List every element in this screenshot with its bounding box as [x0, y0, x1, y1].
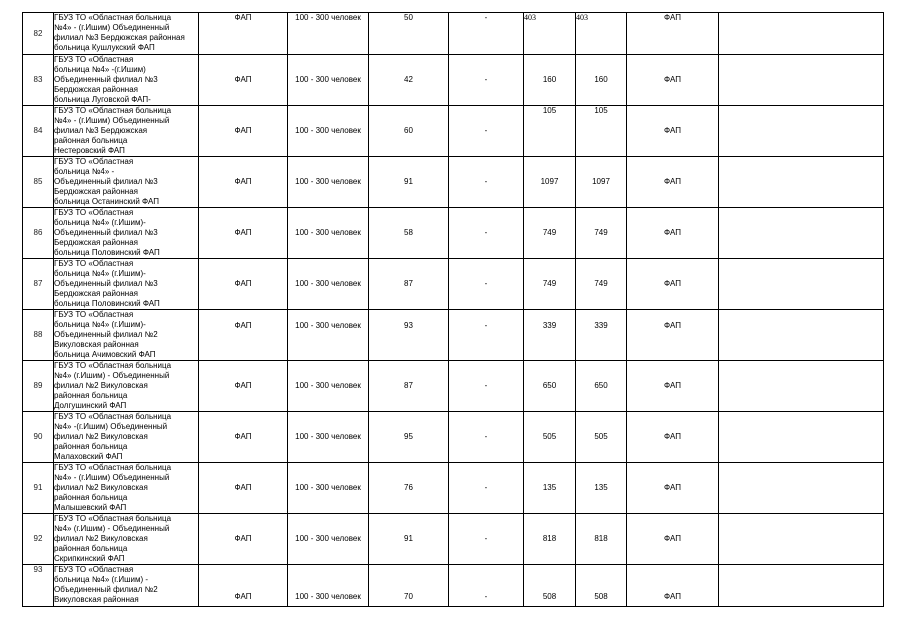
facility-name: ГБУЗ ТО «Областная больница №4» -(г.Ишим) Объединенный филиал №3 Бердюжская районная больница Луговской ФАП- [54, 55, 199, 106]
value-1: 749 [524, 259, 576, 310]
value-1: 105 [524, 106, 576, 157]
facility-name: ГБУЗ ТО «Областная больница №4» - (г.Ишим) Объединенный филиал №2 Викуловская районная больница Малышевский ФАП [54, 463, 199, 514]
facility-name: ГБУЗ ТО «Областная больница №4» (г.Ишим)- Объединенный филиал №3 Бердюжская районная больница Половинский ФАП [54, 259, 199, 310]
population-range: 100 - 300 человек [288, 412, 369, 463]
facility-type: ФАП [199, 514, 288, 565]
facility-type-2: ФАП [627, 13, 719, 55]
population-range: 100 - 300 человек [288, 55, 369, 106]
facility-name: ГБУЗ ТО «Областная больница №4» - Объединенный филиал №3 Бердюжская районная больница Останинский ФАП [54, 157, 199, 208]
empty-cell [719, 565, 884, 607]
facility-type: ФАП [199, 13, 288, 55]
table-row [23, 208, 884, 259]
empty-cell [719, 259, 884, 310]
empty-cell [719, 208, 884, 259]
facility-type: ФАП [199, 106, 288, 157]
people-count: 50 [369, 13, 449, 55]
value-1: 650 [524, 361, 576, 412]
row-number: 93 [23, 565, 54, 607]
row-number: 88 [23, 310, 54, 361]
empty-cell [719, 13, 884, 55]
facility-name: ГБУЗ ТО «Областная больница №4» (г.Ишим) - Объединенный филиал №2 Викуловская районная [54, 565, 199, 607]
facility-type: ФАП [199, 565, 288, 607]
people-count: 42 [369, 55, 449, 106]
row-number: 87 [23, 259, 54, 310]
facility-name: ГБУЗ ТО «Областная больница №4» (г.Ишим) - Объединенный филиал №2 Викуловская районная больница Долгушинский ФАП [54, 361, 199, 412]
dash-cell: - [449, 157, 524, 208]
people-count: 70 [369, 565, 449, 607]
population-range: 100 - 300 человек [288, 208, 369, 259]
row-number: 85 [23, 157, 54, 208]
facility-type-2: ФАП [627, 259, 719, 310]
facility-type-2: ФАП [627, 55, 719, 106]
table-row [23, 412, 884, 463]
value-2: 1097 [576, 157, 627, 208]
people-count: 87 [369, 361, 449, 412]
empty-cell [719, 106, 884, 157]
row-number: 83 [23, 55, 54, 106]
dash-cell: - [449, 463, 524, 514]
people-count: 76 [369, 463, 449, 514]
table-row [23, 565, 884, 607]
row-number: 91 [23, 463, 54, 514]
facility-type: ФАП [199, 310, 288, 361]
value-1: 160 [524, 55, 576, 106]
facility-name: ГБУЗ ТО «Областная больница №4» (г.Ишим)- Объединенный филиал №3 Бердюжская районная больница Половинский ФАП [54, 208, 199, 259]
value-1: 818 [524, 514, 576, 565]
people-count: 95 [369, 412, 449, 463]
facility-type: ФАП [199, 259, 288, 310]
empty-cell [719, 361, 884, 412]
dash-cell: - [449, 361, 524, 412]
facility-type-2: ФАП [627, 361, 719, 412]
empty-cell [719, 157, 884, 208]
facility-type: ФАП [199, 55, 288, 106]
value-1: 508 [524, 565, 576, 607]
table-row [23, 310, 884, 361]
dash-cell: - [449, 514, 524, 565]
table-row [23, 157, 884, 208]
dash-cell: - [449, 13, 524, 55]
dash-cell: - [449, 310, 524, 361]
value-2: 135 [576, 463, 627, 514]
people-count: 91 [369, 157, 449, 208]
empty-cell [719, 55, 884, 106]
empty-cell [719, 463, 884, 514]
facility-type-2: ФАП [627, 565, 719, 607]
table-row [23, 13, 884, 55]
row-number: 86 [23, 208, 54, 259]
value-1: 1097 [524, 157, 576, 208]
dash-cell: - [449, 208, 524, 259]
facility-name: ГБУЗ ТО «Областная больница №4» -(г.Ишим) Объединенный филиал №2 Викуловская районная больница Малаховский ФАП [54, 412, 199, 463]
facility-type-2: ФАП [627, 157, 719, 208]
value-1: 749 [524, 208, 576, 259]
value-2: 650 [576, 361, 627, 412]
table-row [23, 55, 884, 106]
table-row [23, 514, 884, 565]
facility-type: ФАП [199, 463, 288, 514]
facility-type: ФАП [199, 157, 288, 208]
value-2: 818 [576, 514, 627, 565]
population-range: 100 - 300 человек [288, 259, 369, 310]
people-count: 60 [369, 106, 449, 157]
population-range: 100 - 300 человек [288, 514, 369, 565]
row-number: 90 [23, 412, 54, 463]
table-row [23, 463, 884, 514]
facility-type: ФАП [199, 361, 288, 412]
value-2: 403 [576, 13, 627, 55]
value-2: 749 [576, 208, 627, 259]
population-range: 100 - 300 человек [288, 157, 369, 208]
table-row [23, 106, 884, 157]
dash-cell: - [449, 565, 524, 607]
value-2: 339 [576, 310, 627, 361]
value-1: 505 [524, 412, 576, 463]
population-range: 100 - 300 человек [288, 565, 369, 607]
dash-cell: - [449, 259, 524, 310]
dash-cell: - [449, 55, 524, 106]
people-count: 87 [369, 259, 449, 310]
value-2: 105 [576, 106, 627, 157]
value-1: 403 [524, 13, 576, 55]
value-1: 135 [524, 463, 576, 514]
facility-name: ГБУЗ ТО «Областная больница №4» - (г.Ишим) Объединенный филиал №3 Бердюжская районная больница Кушлукский ФАП [54, 13, 199, 55]
facility-type: ФАП [199, 208, 288, 259]
facility-name: ГБУЗ ТО «Областная больница №4» - (г.Ишим) Объединенный филиал №3 Бердюжская районная больница Нестеровский ФАП [54, 106, 199, 157]
table-row [23, 259, 884, 310]
value-2: 160 [576, 55, 627, 106]
facility-type: ФАП [199, 412, 288, 463]
empty-cell [719, 514, 884, 565]
facility-type-2: ФАП [627, 106, 719, 157]
empty-cell [719, 412, 884, 463]
row-number: 92 [23, 514, 54, 565]
people-count: 93 [369, 310, 449, 361]
empty-cell [719, 310, 884, 361]
population-range: 100 - 300 человек [288, 13, 369, 55]
facility-type-2: ФАП [627, 514, 719, 565]
table-row [23, 361, 884, 412]
facility-type-2: ФАП [627, 310, 719, 361]
row-number: 84 [23, 106, 54, 157]
facility-name: ГБУЗ ТО «Областная больница №4» (г.Ишим) - Объединенный филиал №2 Викуловская районная больница Скрипкинский ФАП [54, 514, 199, 565]
population-range: 100 - 300 человек [288, 361, 369, 412]
facility-name: ГБУЗ ТО «Областная больница №4» (г.Ишим)- Объединенный филиал №2 Викуловская районная больница Ачимовский ФАП [54, 310, 199, 361]
dash-cell: - [449, 106, 524, 157]
facility-type-2: ФАП [627, 412, 719, 463]
facility-type-2: ФАП [627, 208, 719, 259]
value-2: 749 [576, 259, 627, 310]
population-range: 100 - 300 человек [288, 310, 369, 361]
row-number: 82 [23, 13, 54, 55]
row-number: 89 [23, 361, 54, 412]
facilities-table [22, 12, 884, 607]
value-2: 508 [576, 565, 627, 607]
dash-cell: - [449, 412, 524, 463]
population-range: 100 - 300 человек [288, 463, 369, 514]
value-2: 505 [576, 412, 627, 463]
facility-type-2: ФАП [627, 463, 719, 514]
value-1: 339 [524, 310, 576, 361]
people-count: 91 [369, 514, 449, 565]
population-range: 100 - 300 человек [288, 106, 369, 157]
people-count: 58 [369, 208, 449, 259]
